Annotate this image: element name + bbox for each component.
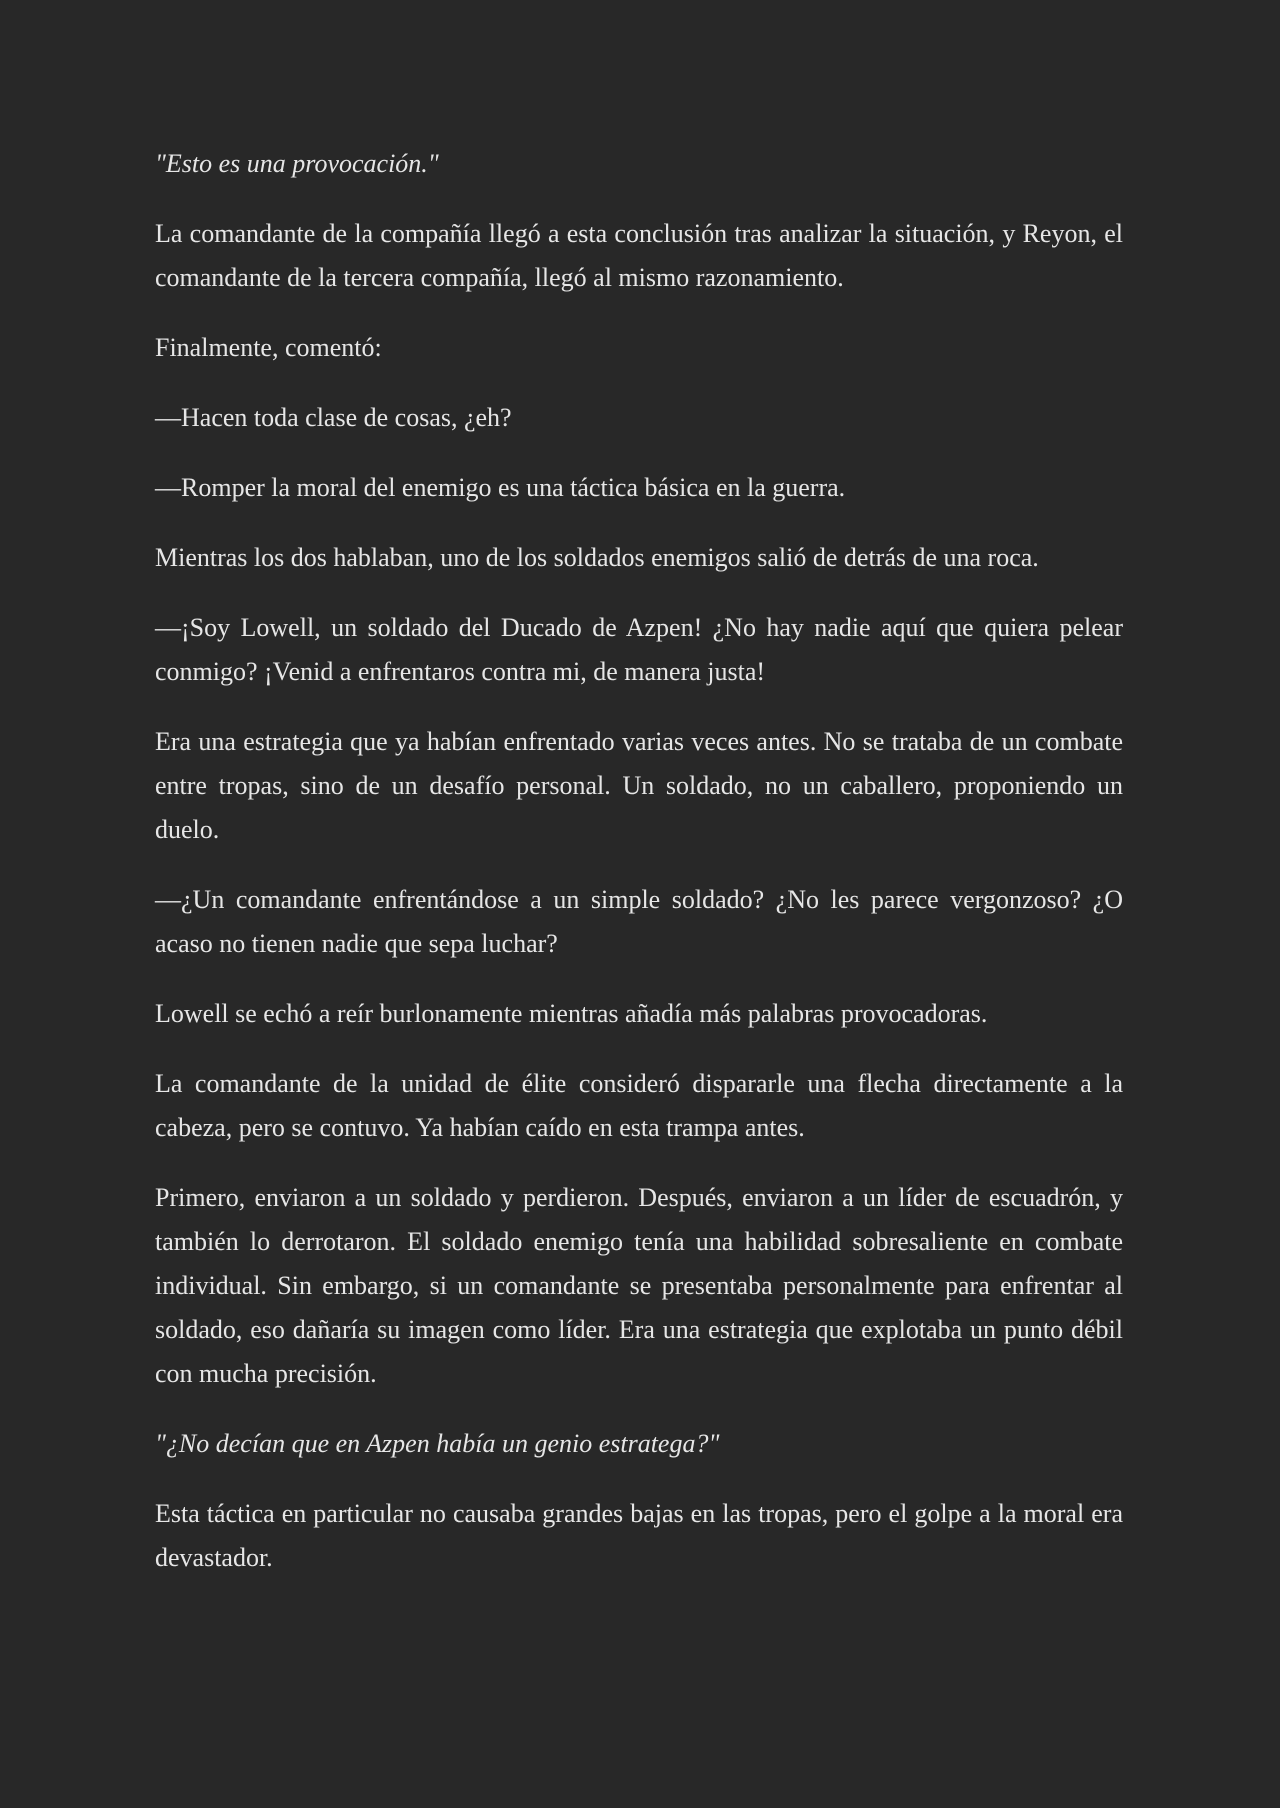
chapter-text [155, 142, 1123, 1606]
paragraph: Esta táctica en particular no causaba grandes bajas en las tropas, pero el golpe a la moral era devastador. [155, 1499, 1123, 1572]
paragraph: La comandante de la compañía llegó a esta conclusión tras analizar la situación, y Reyon, el comandante de la tercera compañía, llegó al mismo razonamiento. [155, 219, 1123, 292]
paragraph: Era una estrategia que ya habían enfrentado varias veces antes. No se trataba de un combate entre tropas, sino de un desafío personal. Un soldado, no un caballero, proponiendo un duelo. [155, 727, 1123, 844]
paragraph: La comandante de la unidad de élite consideró dispararle una flecha directamente a la cabeza, pero se contuvo. Ya habían caído en esta trampa antes. [155, 1069, 1123, 1142]
paragraph: Lowell se echó a reír burlonamente mientras añadía más palabras provocadoras. [155, 999, 988, 1028]
paragraph: "Esto es una provocación." [155, 149, 439, 178]
paragraph: —Hacen toda clase de cosas, ¿eh? [155, 403, 512, 432]
paragraph: Primero, enviaron a un soldado y perdieron. Después, enviaron a un líder de escuadrón, y también lo derrotaron. El soldado enemigo tenía una habilidad sobresaliente en combate individual. Sin embargo, si un comandante se presentaba personalmente para enfrentar al soldado, eso dañaría su imagen como líder. Era una estrategia que explotaba un punto débil con mucha precisión. [155, 1183, 1123, 1388]
paragraph: Mientras los dos hablaban, uno de los soldados enemigos salió de detrás de una roca. [155, 543, 1039, 572]
paragraph: "¿No decían que en Azpen había un genio estratega?" [155, 1429, 720, 1458]
paragraph: —Romper la moral del enemigo es una táctica básica en la guerra. [155, 473, 846, 502]
paragraph: —¿Un comandante enfrentándose a un simple soldado? ¿No les parece vergonzoso? ¿O acaso no tienen nadie que sepa luchar? [155, 885, 1123, 958]
paragraph: Finalmente, comentó: [155, 333, 382, 362]
paragraph: —¡Soy Lowell, un soldado del Ducado de Azpen! ¿No hay nadie aquí que quiera pelear conmigo? ¡Venid a enfrentaros contra mi, de manera justa! [155, 613, 1123, 686]
